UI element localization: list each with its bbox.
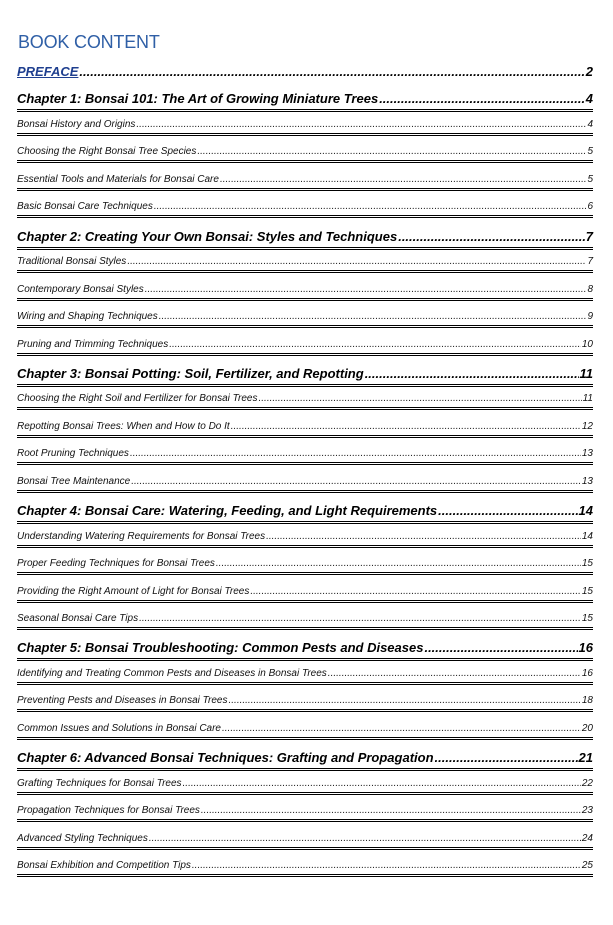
- toc-section-3-2[interactable]: [17, 420, 593, 434]
- toc-entry-title: Choosing the Right Bonsai Tree Species: [17, 146, 197, 158]
- toc-entry-page-number: 22: [581, 777, 593, 789]
- toc-entry-page-number: 16: [581, 667, 593, 679]
- toc-entry-page-number: 6: [587, 201, 593, 213]
- toc-entry-page-number: 7: [587, 256, 593, 268]
- toc-section-5-2[interactable]: [17, 694, 593, 708]
- row-divider: [17, 600, 593, 603]
- toc-chapter-5[interactable]: [17, 639, 593, 657]
- toc-entry-title: Pruning and Trimming Techniques: [17, 338, 169, 350]
- row-divider: [17, 768, 593, 771]
- row-divider: [17, 490, 593, 493]
- toc-entry-title: Chapter 1: Bonsai 101: The Art of Growing Miniature Trees: [17, 91, 379, 107]
- toc-chapter-2[interactable]: [17, 228, 593, 246]
- row-divider: [17, 572, 593, 575]
- dot-leader: [328, 667, 581, 681]
- row-divider: [17, 792, 593, 795]
- toc-section-4-2[interactable]: [17, 557, 593, 571]
- toc-entry-title: Chapter 2: Creating Your Own Bonsai: Styles and Techniques: [17, 228, 398, 244]
- toc-entry-page-number: 21: [578, 750, 593, 766]
- toc-entry-title: Bonsai Tree Maintenance: [17, 475, 131, 487]
- dot-leader: [130, 447, 581, 461]
- toc-entry-title: Proper Feeding Techniques for Bonsai Trees: [17, 558, 215, 570]
- toc-entry-title: Chapter 4: Bonsai Care: Watering, Feeding, and Light Requirements: [17, 503, 438, 519]
- page-title: BOOK CONTENT: [18, 32, 160, 52]
- row-divider: [17, 819, 593, 822]
- dot-leader: [365, 365, 579, 383]
- row-divider: [17, 133, 593, 136]
- toc-entry-page-number: 11: [579, 365, 593, 381]
- toc-entry-page-number: 20: [581, 722, 593, 734]
- dot-leader: [258, 392, 581, 406]
- dot-leader: [201, 804, 581, 818]
- row-divider: [17, 847, 593, 850]
- toc-entry-page-number: 15: [581, 585, 593, 597]
- toc-section-1-3[interactable]: [17, 173, 593, 187]
- toc-entry-page-number: 2: [585, 64, 593, 79]
- toc-entry-page-number: 9: [587, 311, 593, 323]
- dot-leader: [136, 118, 586, 132]
- toc-section-3-1[interactable]: [17, 392, 593, 406]
- dot-leader: [79, 63, 584, 81]
- toc-chapter-4[interactable]: [17, 502, 593, 520]
- toc-section-1-1[interactable]: [17, 118, 593, 132]
- toc-entry-title: Root Pruning Techniques: [17, 448, 129, 460]
- toc-section-1-2[interactable]: [17, 145, 593, 159]
- toc-section-3-4[interactable]: [17, 475, 593, 489]
- toc-entry-title: Grafting Techniques for Bonsai Trees: [17, 777, 182, 789]
- dot-leader: [231, 420, 581, 434]
- toc-entry-page-number: 24: [581, 832, 593, 844]
- toc-entry-title: Preventing Pests and Diseases in Bonsai Trees: [17, 695, 228, 707]
- toc-entry-page-number: 13: [581, 448, 593, 460]
- toc-entry-page-number: 8: [587, 283, 593, 295]
- toc-chapter-3[interactable]: [17, 365, 593, 383]
- row-divider: [17, 737, 593, 740]
- toc-entry-page-number: 14: [578, 503, 593, 519]
- row-divider: [17, 325, 593, 328]
- toc-entry-title: Basic Bonsai Care Techniques: [17, 201, 153, 213]
- dot-leader: [435, 749, 578, 767]
- dot-leader: [250, 585, 581, 599]
- toc-entry-page-number: 7: [585, 228, 593, 244]
- row-divider: [17, 658, 593, 661]
- toc-entry-title: Propagation Techniques for Bonsai Trees: [17, 805, 200, 817]
- row-divider: [17, 247, 593, 250]
- dot-leader: [438, 502, 577, 520]
- toc-entry-page-number: 25: [581, 860, 593, 872]
- row-divider: [17, 709, 593, 712]
- row-divider: [17, 188, 593, 191]
- toc-entry-title: Advanced Styling Techniques: [17, 832, 148, 844]
- toc-section-1-4[interactable]: [17, 200, 593, 214]
- toc-section-2-2[interactable]: [17, 283, 593, 297]
- toc-entry-page-number: 5: [587, 173, 593, 185]
- dot-leader: [192, 859, 581, 873]
- row-divider: [17, 109, 593, 112]
- toc-chapter-1[interactable]: [17, 90, 593, 108]
- row-divider: [17, 215, 593, 218]
- toc-entry-page-number: 18: [581, 695, 593, 707]
- toc-entry-page-number: 15: [581, 558, 593, 570]
- dot-leader: [228, 694, 580, 708]
- toc-entry-title: Chapter 6: Advanced Bonsai Techniques: Grafting and Propagation: [17, 750, 434, 766]
- row-divider: [17, 682, 593, 685]
- toc-entry-title: PREFACE: [17, 64, 79, 79]
- toc-entry-page-number: 14: [581, 530, 593, 542]
- dot-leader: [127, 255, 586, 269]
- toc-entry-page-number: 4: [585, 91, 593, 107]
- toc-entry-title: Common Issues and Solutions in Bonsai Care: [17, 722, 221, 734]
- toc-entry-page-number: 11: [582, 393, 593, 405]
- toc-section-2-1[interactable]: [17, 255, 593, 269]
- toc-section-2-4[interactable]: [17, 338, 593, 352]
- toc-entry-page-number: 10: [581, 338, 593, 350]
- toc-section-5-3[interactable]: [17, 722, 593, 736]
- toc-section-3-3[interactable]: [17, 447, 593, 461]
- toc-entry-page-number: 15: [581, 613, 593, 624]
- row-divider: [17, 627, 593, 630]
- toc-entry-title: Contemporary Bonsai Styles: [17, 283, 144, 295]
- toc-entry-page-number: 12: [581, 420, 593, 432]
- dot-leader: [266, 530, 581, 544]
- dot-leader: [183, 777, 581, 791]
- toc-section-6-4[interactable]: [17, 859, 593, 873]
- row-divider: [17, 298, 593, 301]
- toc-entry-title: Choosing the Right Soil and Fertilizer for Bonsai Trees: [17, 393, 258, 405]
- toc-entry-page-number: 5: [587, 146, 593, 158]
- dot-leader: [222, 722, 581, 736]
- toc-section-6-2[interactable]: [17, 804, 593, 818]
- toc-preface[interactable]: [17, 63, 593, 81]
- toc-entry-page-number: 13: [581, 475, 593, 487]
- dot-leader: [131, 475, 581, 489]
- dot-leader: [159, 310, 587, 324]
- toc-entry-title: Providing the Right Amount of Light for Bonsai Trees: [17, 585, 250, 597]
- row-divider: [17, 521, 593, 524]
- row-divider: [17, 353, 593, 356]
- toc-entry-title: Bonsai History and Origins: [17, 118, 136, 130]
- toc-section-2-3[interactable]: [17, 310, 593, 324]
- dot-leader: [154, 200, 587, 214]
- dot-leader: [398, 228, 585, 246]
- toc-entry-page-number: 16: [578, 640, 593, 656]
- toc-section-4-4[interactable]: [17, 612, 593, 626]
- dot-leader: [169, 338, 581, 352]
- toc-section-6-1[interactable]: [17, 777, 593, 791]
- dot-leader: [216, 557, 581, 571]
- dot-leader: [145, 283, 587, 297]
- toc-entry-page-number: 4: [587, 118, 593, 130]
- row-divider: [17, 462, 593, 465]
- dot-leader: [220, 173, 586, 187]
- dot-leader: [139, 612, 581, 626]
- dot-leader: [379, 90, 585, 108]
- toc-entry-title: Identifying and Treating Common Pests and Diseases in Bonsai Trees: [17, 667, 327, 679]
- row-divider: [17, 435, 593, 438]
- dot-leader: [197, 145, 586, 159]
- toc-entry-title: Bonsai Exhibition and Competition Tips: [17, 860, 191, 872]
- toc-entry-title: Essential Tools and Materials for Bonsai Care: [17, 173, 219, 185]
- toc-section-4-1[interactable]: [17, 530, 593, 544]
- toc-section-4-3[interactable]: [17, 585, 593, 599]
- toc-chapter-6[interactable]: [17, 749, 593, 767]
- toc-entry-title: Seasonal Bonsai Care Tips: [17, 613, 139, 624]
- toc-entry-page-number: 23: [581, 805, 593, 817]
- toc-entry-title: Understanding Watering Requirements for Bonsai Trees: [17, 530, 266, 542]
- dot-leader: [424, 639, 577, 657]
- row-divider: [17, 874, 593, 877]
- row-divider: [17, 270, 593, 273]
- row-divider: [17, 545, 593, 548]
- row-divider: [17, 160, 593, 163]
- toc-entry-title: Traditional Bonsai Styles: [17, 256, 127, 268]
- toc-section-5-1[interactable]: [17, 667, 593, 681]
- toc-section-6-3[interactable]: [17, 832, 593, 846]
- toc-entry-title: Repotting Bonsai Trees: When and How to Do It: [17, 420, 230, 432]
- toc-entry-title: Chapter 5: Bonsai Troubleshooting: Common Pests and Diseases: [17, 640, 424, 656]
- row-divider: [17, 384, 593, 387]
- toc-entry-title: Chapter 3: Bonsai Potting: Soil, Fertilizer, and Repotting: [17, 365, 364, 381]
- row-divider: [17, 407, 593, 410]
- toc-entry-title: Wiring and Shaping Techniques: [17, 311, 158, 323]
- dot-leader: [149, 832, 581, 846]
